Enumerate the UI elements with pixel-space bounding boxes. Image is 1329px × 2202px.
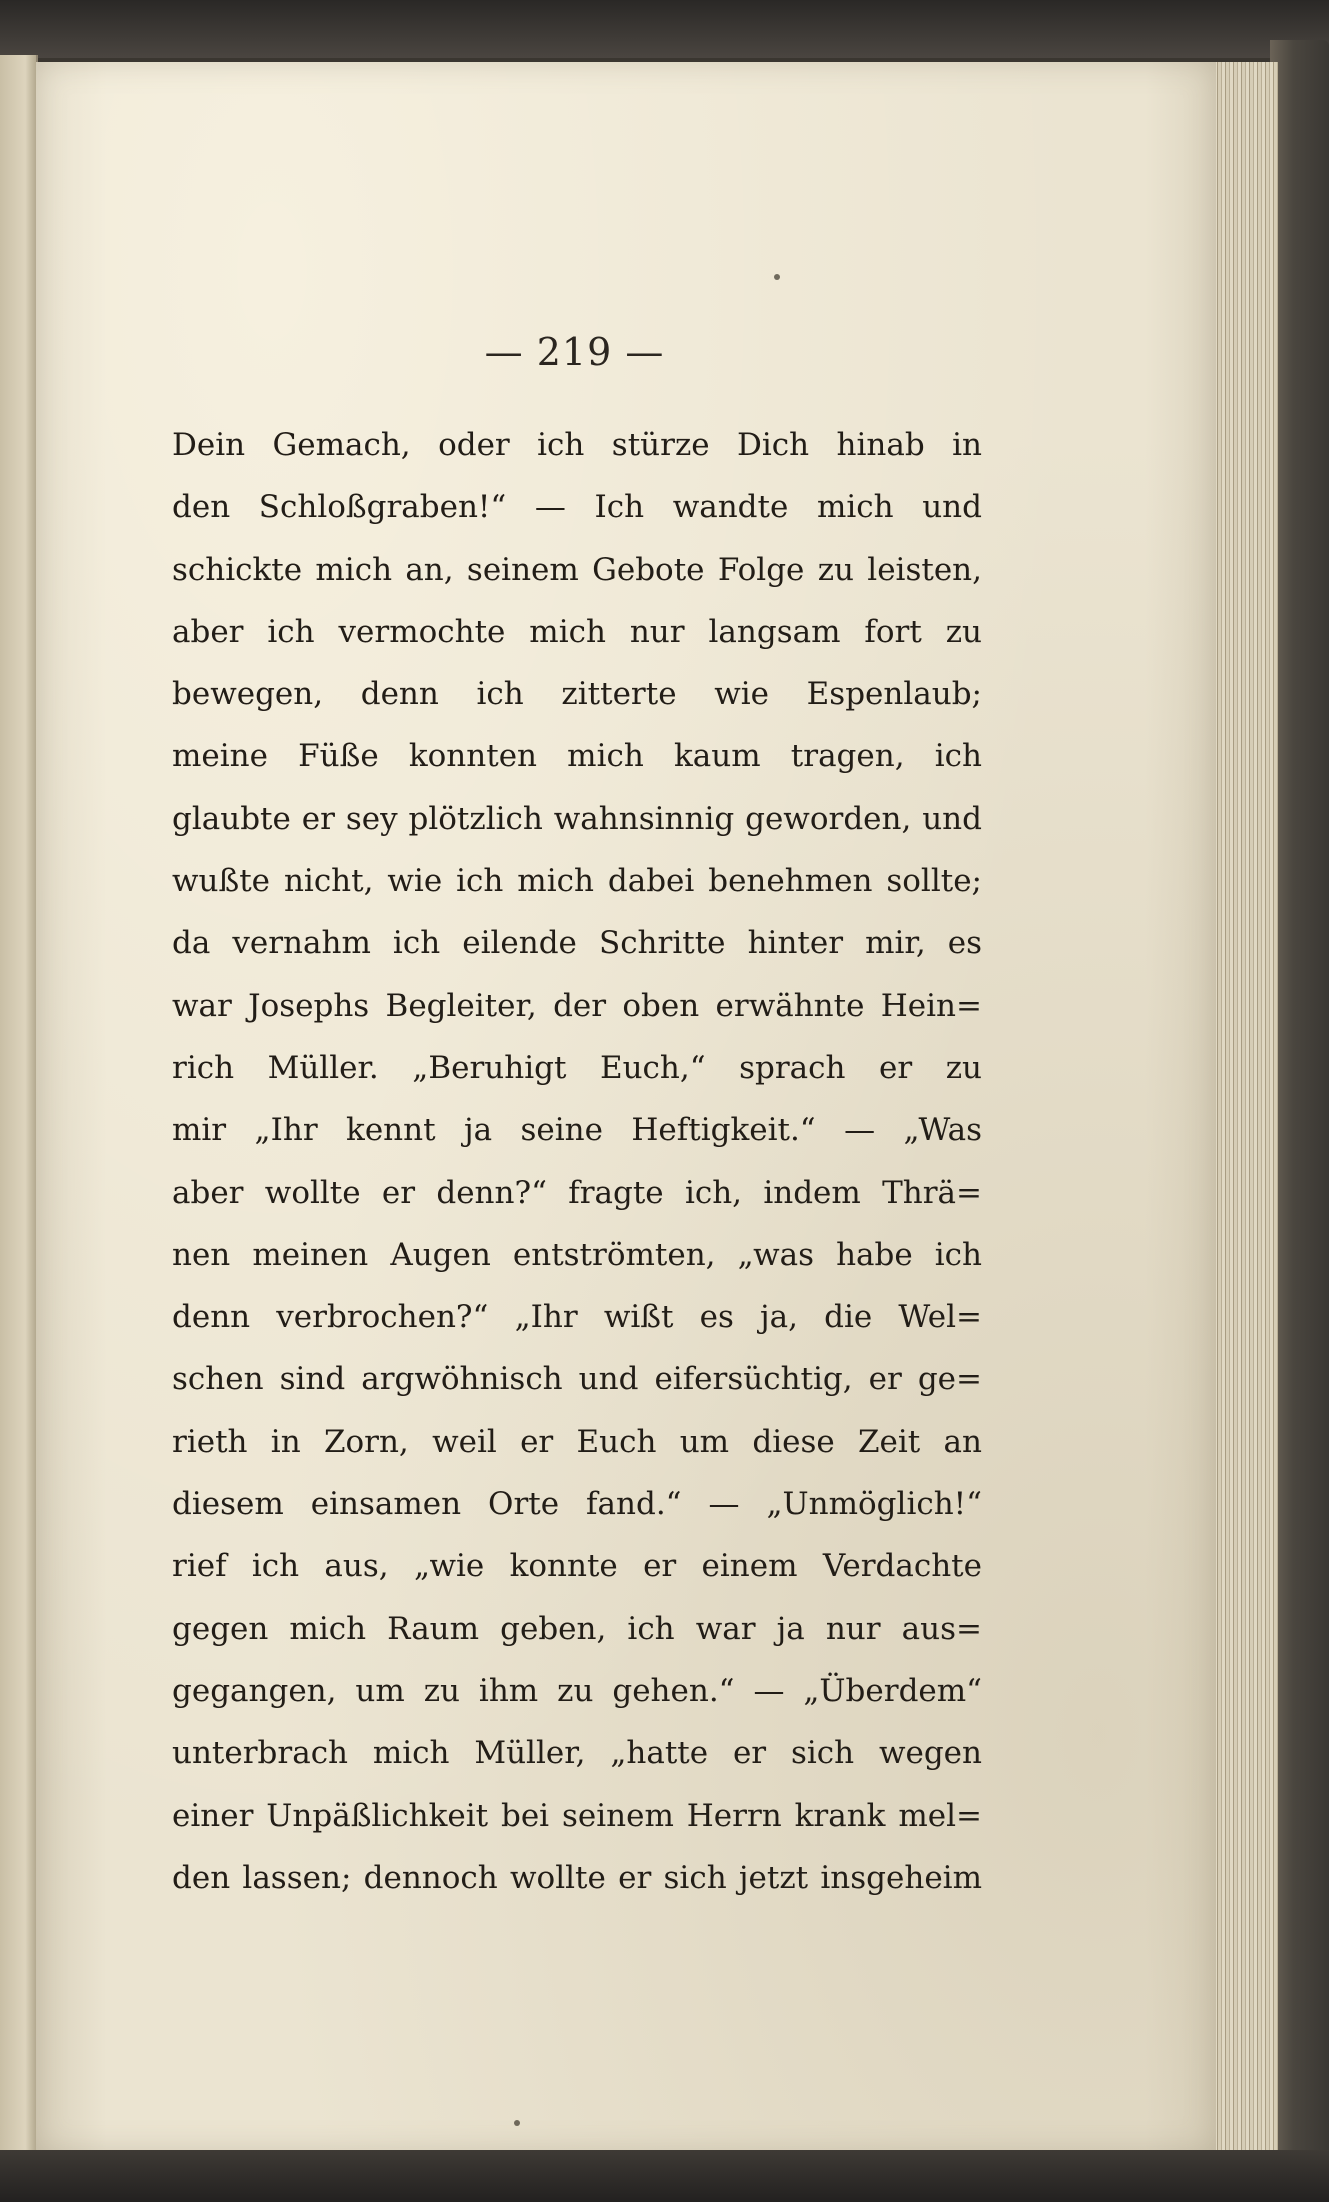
text-line: rief ich aus, „wie konnte er einem Verdachte: [172, 1548, 982, 1585]
text-line: nen meinen Augen entströmten, „was habe ich: [172, 1236, 982, 1273]
text-line: da vernahm ich eilende Schritte hinter mir, es: [172, 925, 982, 962]
text-line: denn verbrochen?“ „Ihr wißt es ja, die Wel=: [172, 1299, 982, 1336]
text-line: bewegen, denn ich zitterte wie Espenlaub;: [172, 676, 982, 713]
text-line: rieth in Zorn, weil er Euch um diese Zeit an: [172, 1423, 982, 1460]
text-line: aber wollte er denn?“ fragte ich, indem Thrä=: [172, 1174, 982, 1211]
paper-speck: [514, 2120, 520, 2126]
text-line: gegen mich Raum geben, ich war ja nur aus=: [172, 1610, 982, 1647]
text-line: unterbrach mich Müller, „hatte er sich wegen: [172, 1735, 982, 1772]
text-line: glaubte er sey plötzlich wahnsinnig geworden, und: [172, 800, 982, 837]
text-line: aber ich vermochte mich nur langsam fort zu: [172, 613, 982, 650]
text-line: wußte nicht, wie ich mich dabei benehmen sollte;: [172, 863, 982, 900]
text-line: war Josephs Begleiter, der oben erwähnte Hein=: [172, 987, 982, 1024]
text-line: schen sind argwöhnisch und eifersüchtig, er ge=: [172, 1361, 982, 1398]
text-line: den Schloßgraben!“ — Ich wandte mich und: [172, 489, 982, 526]
book-cover: [1270, 40, 1329, 2170]
text-line: einer Unpäßlichkeit bei seinem Herrn krank mel=: [172, 1797, 982, 1834]
text-line: Dein Gemach, oder ich stürze Dich hinab in: [172, 427, 982, 463]
text-line: meine Füße konnten mich kaum tragen, ich: [172, 738, 982, 775]
facing-page-edge: [0, 55, 38, 2155]
scan-background-bottom: [0, 2150, 1329, 2202]
text-line: mir „Ihr kennt ja seine Heftigkeit.“ — „Was: [172, 1112, 982, 1149]
body-text: [172, 414, 982, 1909]
paper-speck: [774, 274, 780, 280]
text-line: diesem einsamen Orte fand.“ — „Unmöglich!“: [172, 1486, 982, 1523]
scan-background-top: [0, 0, 1329, 58]
book-page: [36, 62, 1216, 2152]
text-line: den lassen; dennoch wollte er sich jetzt insgeheim: [172, 1859, 982, 1896]
page-number: — 219 —: [484, 330, 665, 374]
text-line: rich Müller. „Beruhigt Euch,“ sprach er zu: [172, 1049, 982, 1086]
text-line: schickte mich an, seinem Gebote Folge zu leisten,: [172, 551, 982, 588]
text-line: gegangen, um zu ihm zu gehen.“ — „Überdem“: [172, 1672, 982, 1709]
